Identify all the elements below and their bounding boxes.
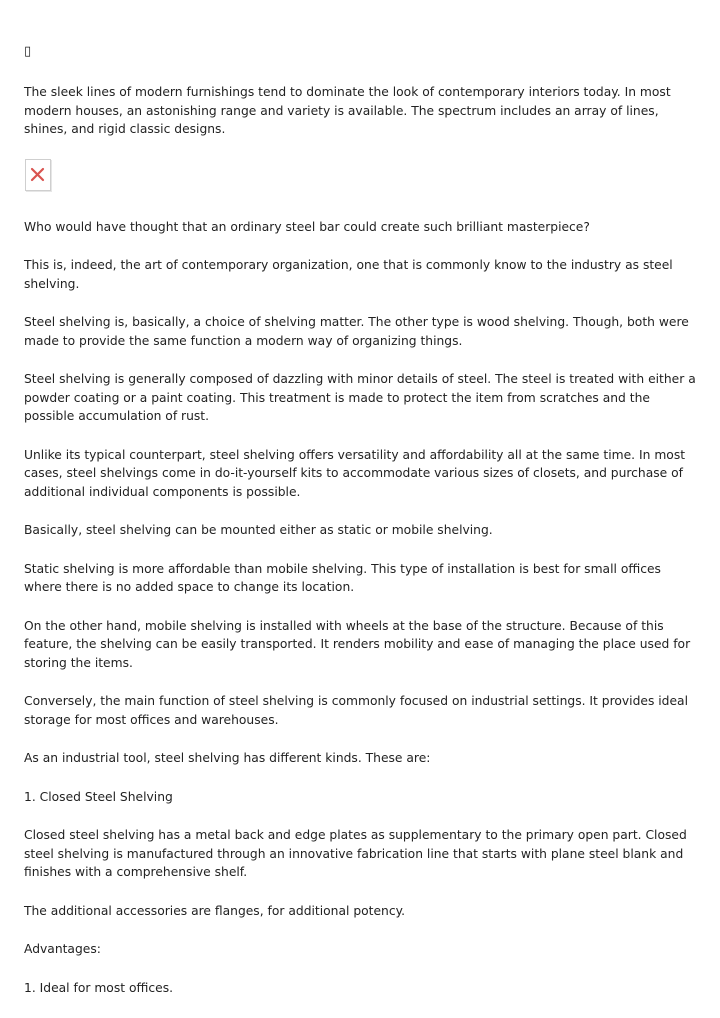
paragraph-closed-steel: Closed steel shelving has a metal back and edge plates as supplementary to the primary open part. Closed steel shelving is manufactured through an innovative fabrication line that starts with plane steel blank and finishes with a comprehensive shelf. — [24, 828, 687, 879]
advantages-heading: Advantages: — [24, 942, 101, 956]
paragraph-mobile-shelving: On the other hand, mobile shelving is installed with wheels at the base of the structure. Because of this feature, the shelving can be easily transported. It renders mobility and ease of managing the place used for storing the items. — [24, 618, 691, 670]
paragraph-static-shelving: Static shelving is more affordable than mobile shelving. This type of installation is best for small offices where there is no added space to change its location. — [24, 561, 661, 594]
advantage-item: 1. Ideal for most offices. — [24, 980, 174, 995]
paragraph-kinds-intro: As an industrial tool, steel shelving has different kinds. These are: — [24, 751, 431, 765]
paragraph-masterpiece: Who would have thought that an ordinary steel bar could create such brilliant masterpiece? — [24, 219, 590, 234]
intro-paragraph: The sleek lines of modern furnishings tend to dominate the look of contemporary interiors today. In most modern houses, an astonishing range and variety is available. The spectrum includes an array of lines, shines, and rigid classic designs. — [24, 85, 671, 136]
paragraph-mounting: Basically, steel shelving can be mounted either as static or mobile shelving. — [24, 523, 493, 537]
close-x-icon — [30, 167, 45, 182]
paragraph-versatility: Unlike its typical counterpart, steel shelving offers versatility and affordability all at the same time. In most cases, steel shelvings come in do-it-yourself kits to accommodate various sizes of closets, and purchase of additional individual components is possible. — [24, 447, 686, 499]
paragraph-composition: Steel shelving is generally composed of dazzling with minor details of steel. The steel is treated with either a powder coating or a paint coating. This treatment is made to protect the item from scratches and the possible accumulation of rust. — [24, 372, 696, 423]
broken-image-icon — [25, 159, 51, 191]
paragraph-industrial-settings: Conversely, the main function of steel shelving is commonly focused on industrial settings. It provides ideal storage for most offices and warehouses. — [24, 694, 689, 727]
missing-glyph: ▯ — [24, 44, 32, 59]
paragraph-accessories: The additional accessories are flanges, for additional potency. — [24, 903, 406, 918]
paragraph-shelving-matter: Steel shelving is, basically, a choice of shelving matter. The other type is wood shelving. Though, both were made to provide the same function a modern way of organizing things. — [24, 315, 689, 348]
list-heading-closed-steel: 1. Closed Steel Shelving — [24, 789, 173, 804]
paragraph-organization: This is, indeed, the art of contemporary organization, one that is commonly know to the industry as steel shelving. — [24, 258, 673, 291]
document-body — [24, 43, 696, 1017]
